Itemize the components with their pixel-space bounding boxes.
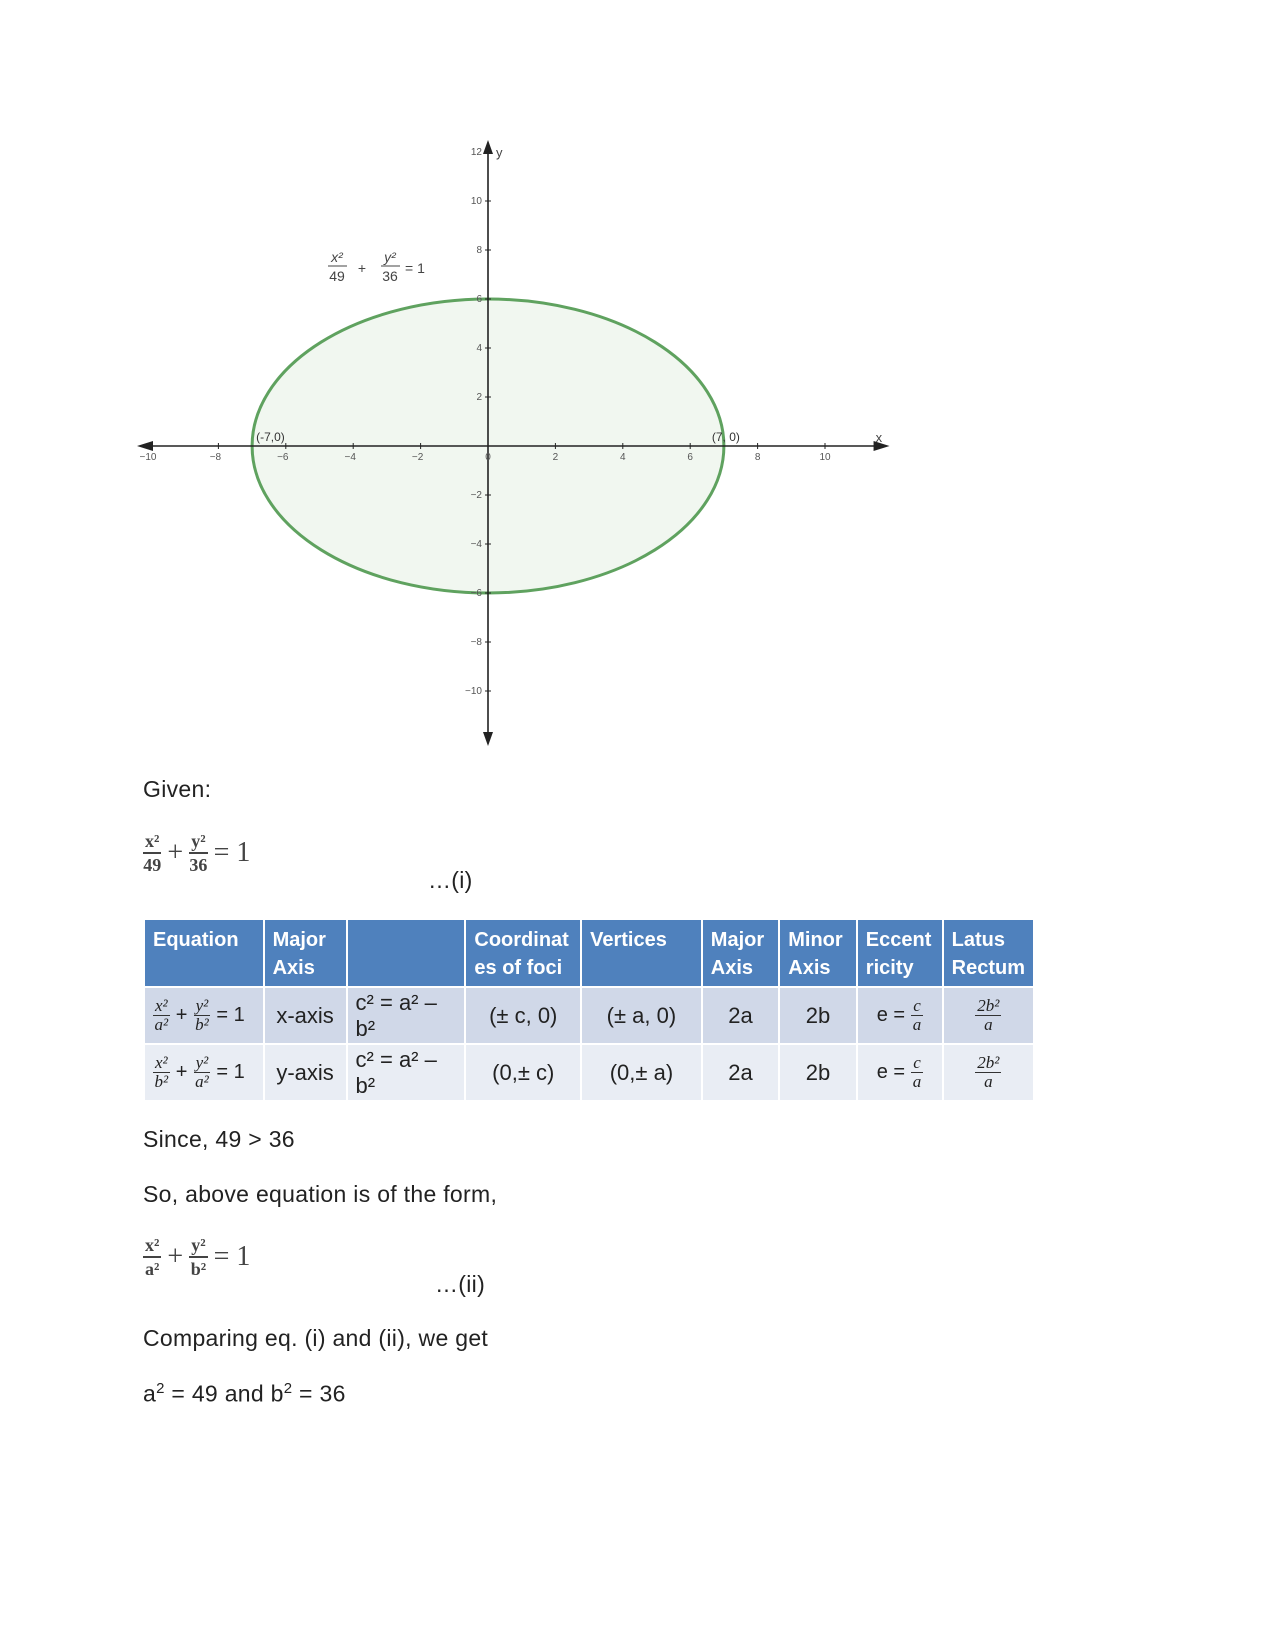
y-tick-label: 4 bbox=[476, 343, 482, 354]
since-text: Since, 49 > 36 bbox=[143, 1126, 295, 1152]
point-label: (-7,0) bbox=[256, 430, 285, 444]
x-tick-label: 8 bbox=[754, 452, 761, 463]
cell-major: 2a bbox=[702, 1044, 779, 1100]
result-a-symbol: a bbox=[143, 1380, 157, 1407]
x-tick-label: −10 bbox=[139, 452, 157, 463]
x-tick-label: −8 bbox=[209, 452, 222, 463]
given-label: Given: bbox=[143, 776, 212, 802]
row1-y-num: y² bbox=[195, 996, 209, 1016]
cell-latus-rectum bbox=[943, 987, 1034, 1044]
x-tick-label: −4 bbox=[344, 452, 356, 463]
header-latus-rectum: Latus Rectum bbox=[943, 920, 1034, 987]
table-header-row bbox=[145, 920, 1034, 987]
table-row bbox=[145, 987, 1034, 1044]
header-vertices: Vertices bbox=[581, 920, 702, 987]
row2-x-den: b² bbox=[154, 1072, 169, 1091]
header-major-axis: Major Axis bbox=[264, 920, 347, 987]
eq2-rhs: = 1 bbox=[213, 1241, 251, 1272]
row1-y-den: b² bbox=[195, 1015, 209, 1034]
cell-major: 2a bbox=[702, 987, 779, 1044]
row1-ecc-lhs: e = bbox=[876, 1004, 906, 1027]
eq1-rhs: = 1 bbox=[213, 837, 251, 868]
x-tick-label: 2 bbox=[552, 452, 559, 463]
cell-minor: 2b bbox=[779, 987, 857, 1044]
y-tick-label: −8 bbox=[470, 637, 482, 648]
x-tick-label: 0 bbox=[485, 452, 491, 463]
y-tick-label: 2 bbox=[476, 392, 482, 403]
equation-ii bbox=[143, 1236, 250, 1278]
x-tick-label: 10 bbox=[819, 452, 831, 463]
chart-eq-rhs: = 1 bbox=[405, 260, 425, 276]
eq1-tag: …(i) bbox=[428, 867, 473, 893]
chart-equation-label bbox=[328, 249, 425, 284]
eq1-x-num: x² bbox=[143, 832, 161, 854]
compare-text: Comparing eq. (i) and (ii), we get bbox=[143, 1325, 489, 1351]
row1-lr-num: 2b² bbox=[977, 996, 1000, 1016]
row2-ecc-den: a bbox=[912, 1072, 922, 1091]
header-minor-axis-length: Minor Axis bbox=[779, 920, 857, 987]
x-axis-label: x bbox=[875, 430, 883, 445]
row1-x-den: a² bbox=[154, 1015, 169, 1034]
point-label: (7, 0) bbox=[711, 430, 740, 444]
y-axis-down-arrow bbox=[483, 732, 493, 746]
ellipse-properties-table bbox=[145, 920, 1035, 1100]
y-tick-label: 8 bbox=[476, 245, 482, 256]
y-tick-label: 12 bbox=[470, 147, 482, 158]
header-equation: Equation bbox=[145, 920, 264, 987]
cell-equation: $\frac{\text{x²}}{\text{a²}}$ + $\frac{\text{y²}}{\text{b²}}$ = 1 bbox=[145, 987, 264, 1044]
row2-ecc-num: c bbox=[913, 1053, 921, 1073]
ellipse-graph bbox=[0, 0, 1275, 800]
cell-equation: $\frac{\text{x²}}{\text{b²}}$ + $\frac{\text{y²}}{\text{a²}}$ = 1 bbox=[145, 1044, 264, 1100]
equation-i bbox=[143, 832, 250, 874]
header-foci: Coordinat es of foci bbox=[465, 920, 581, 987]
cell-minor: 2b bbox=[779, 1044, 857, 1100]
row2-lr-num: 2b² bbox=[977, 1053, 1000, 1073]
chart-eq-y-num: y² bbox=[384, 249, 396, 265]
result-a-exponent: 2 bbox=[156, 1380, 165, 1397]
cell-foci: (± c, 0) bbox=[465, 987, 581, 1044]
eq2-x-den: a² bbox=[145, 1259, 160, 1279]
row1-lr-den: a bbox=[984, 1015, 993, 1034]
cell-relation: c² = a² – b² bbox=[347, 987, 466, 1044]
eq2-y-fraction bbox=[189, 1236, 207, 1278]
row2-rhs: = 1 bbox=[216, 1061, 245, 1084]
chart-eq-y-den: 36 bbox=[382, 268, 398, 284]
result-b-symbol: b bbox=[270, 1380, 284, 1407]
header-blank bbox=[347, 920, 466, 987]
eq1-plus: + bbox=[167, 837, 184, 868]
ellipse-properties-table-wrap bbox=[145, 920, 1035, 1100]
chart-eq-x-num: x² bbox=[331, 249, 343, 265]
eq2-plus: + bbox=[167, 1241, 184, 1272]
eq1-y-fraction bbox=[189, 832, 207, 874]
eq2-x-num: x² bbox=[143, 1236, 161, 1258]
row1-rhs: = 1 bbox=[216, 1004, 245, 1027]
eq1-y-den: 36 bbox=[189, 855, 208, 875]
result-b-value: = 36 bbox=[292, 1380, 346, 1407]
result-b-exponent: 2 bbox=[283, 1380, 293, 1397]
cell-axis: y-axis bbox=[264, 1044, 347, 1100]
form-text: So, above equation is of the form, bbox=[143, 1181, 498, 1207]
cell-axis: x-axis bbox=[264, 987, 347, 1044]
y-tick-label: −2 bbox=[470, 490, 482, 501]
y-tick-label: −6 bbox=[470, 588, 482, 599]
x-tick-label: 4 bbox=[620, 452, 626, 463]
cell-foci: (0,± c) bbox=[465, 1044, 581, 1100]
row2-ecc-lhs: e = bbox=[876, 1061, 906, 1084]
x-tick-label: −2 bbox=[411, 452, 424, 463]
chart-eq-plus: + bbox=[357, 260, 367, 276]
y-tick-label: 10 bbox=[470, 196, 482, 207]
eq2-x-fraction bbox=[143, 1236, 161, 1278]
x-tick-label: −6 bbox=[277, 452, 289, 463]
cell-eccentricity bbox=[857, 987, 943, 1044]
result-a-value: = 49 and bbox=[164, 1380, 271, 1407]
row1-ecc-den: a bbox=[912, 1015, 922, 1034]
cell-latus-rectum bbox=[943, 1044, 1034, 1100]
y-tick-label: 6 bbox=[476, 294, 482, 305]
y-tick-label: −4 bbox=[470, 539, 482, 550]
y-tick-label: −10 bbox=[465, 686, 482, 697]
cell-eccentricity bbox=[857, 1044, 943, 1100]
header-eccentricity: Eccent ricity bbox=[857, 920, 943, 987]
eq1-x-fraction bbox=[143, 832, 161, 874]
row2-lr-den: a bbox=[984, 1072, 993, 1091]
result-line bbox=[143, 1380, 346, 1408]
row1-x-num: x² bbox=[155, 996, 168, 1016]
cell-relation: c² = a² – b² bbox=[347, 1044, 466, 1100]
eq1-x-den: 49 bbox=[143, 855, 162, 875]
cell-vertices: (0,± a) bbox=[581, 1044, 702, 1100]
y-axis-label: y bbox=[496, 145, 503, 160]
row2-x-num: x² bbox=[155, 1053, 168, 1073]
eq1-y-num: y² bbox=[189, 832, 207, 854]
table-row bbox=[145, 1044, 1034, 1100]
row2-y-num: y² bbox=[195, 1053, 209, 1073]
eq2-tag: …(ii) bbox=[435, 1271, 486, 1297]
header-major-axis-length: Major Axis bbox=[702, 920, 779, 987]
eq2-y-num: y² bbox=[189, 1236, 207, 1258]
cell-vertices: (± a, 0) bbox=[581, 987, 702, 1044]
row2-y-den: a² bbox=[195, 1072, 209, 1091]
x-tick-label: 6 bbox=[687, 452, 693, 463]
row1-ecc-num: c bbox=[913, 996, 921, 1016]
eq2-y-den: b² bbox=[190, 1259, 207, 1279]
chart-eq-x-den: 49 bbox=[329, 268, 345, 284]
